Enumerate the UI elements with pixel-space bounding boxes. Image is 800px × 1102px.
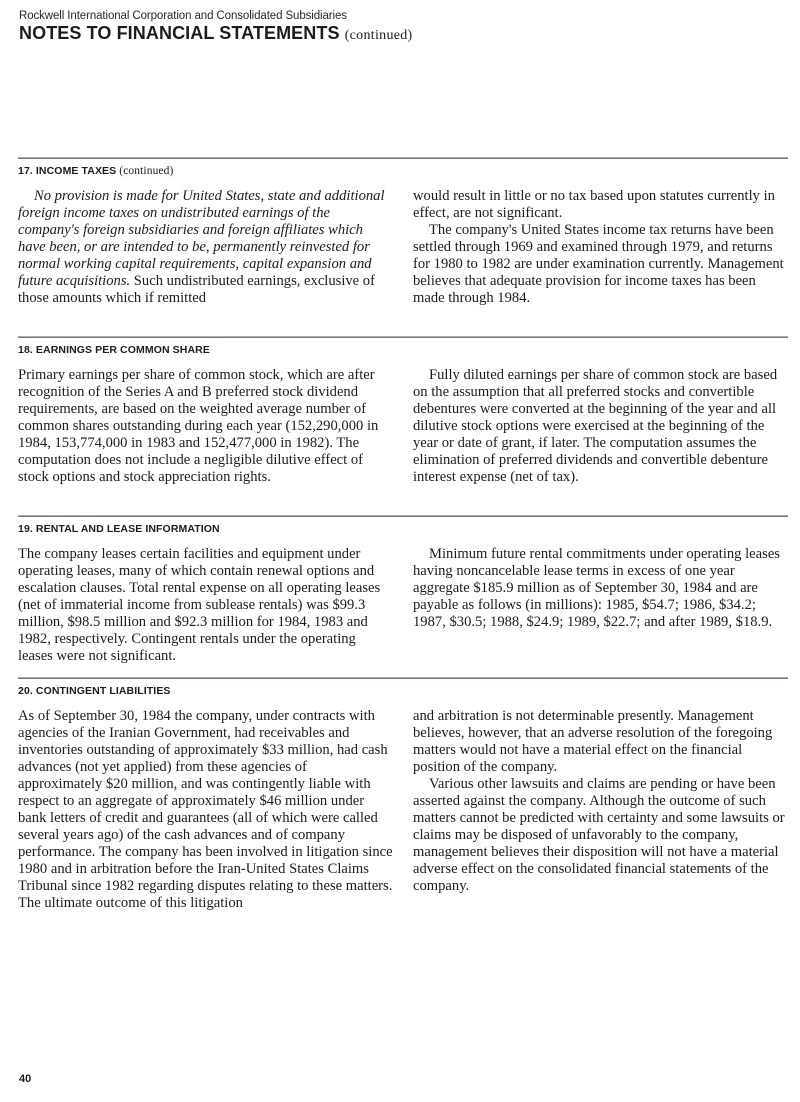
section-heading-suffix: (continued) — [119, 165, 174, 177]
section-divider — [18, 157, 788, 159]
paragraph: As of September 30, 1984 the company, under contracts with agencies of the Iranian Government, had receivables and inventories outstanding of approximately $33 million, had cash advances (not yet applied) from these agencies of approximately $20 million, and was contingently liable with respect to an aggregate of approximately $46 million under bank letters of credit and guarantees (all of which were called several years ago) of the cash advances and of company performance. The company has been involved in litigation since 1980 and in arbitration before the Iran-United States Claims Tribunal since 1982 regarding disputes relating to these matters. The ultimate outcome of this litigation — [18, 708, 393, 911]
section-heading: 18. EARNINGS PER COMMON SHARE — [18, 344, 210, 356]
section-contingent-liabilities — [18, 677, 788, 912]
company-name: Rockwell International Corporation and Consolidated Subsidiaries — [19, 10, 347, 22]
page-title-suffix: (continued) — [344, 28, 413, 43]
left-column — [18, 188, 393, 307]
left-column — [18, 367, 393, 486]
section-columns — [18, 188, 788, 307]
section-income-taxes — [18, 157, 788, 307]
paragraph: The company's United States income tax returns have been settled through 1969 and examined through 1979, and returns for 1980 to 1982 are under examination currently. Management believes that adequate provision for income taxes has been made through 1984. — [413, 222, 784, 306]
section-heading: 20. CONTINGENT LIABILITIES — [18, 685, 171, 697]
body-text: Such undistributed earnings, exclusive of those amounts which if remitted — [18, 273, 375, 306]
right-column — [413, 188, 788, 307]
paragraph: Various other lawsuits and claims are pending or have been asserted against the company. Although the outcome of such matters cannot be predicted with certainty and some lawsuits or claims may be disposed of unfavorably to the company, management believes their disposition will not have a material adverse effect on the consolidated financial statements of the company. — [413, 776, 785, 894]
paragraph: Primary earnings per share of common stock, which are after recognition of the Series A and B preferred stock dividend requirements, are based on the weighted average number of common shares outstanding during each year (152,290,000 in 1984, 153,774,000 in 1983 and 152,477,000 in 1982). The computation does not include a negligible dilutive effect of stock options and stock appreciation rights. — [18, 367, 379, 485]
italic-text: No provision is made for United States, state and additional foreign income taxes on undistributed earnings of the company's foreign subsidiaries and foreign affiliates which have been, or are intended to be, permanently reinvested for normal working capital requirements, capital expansion and future acquisitions. — [18, 188, 385, 289]
paragraph: would result in little or no tax based upon statutes currently in effect, are not significant. — [413, 188, 775, 221]
page-number: 40 — [19, 1073, 32, 1085]
section-columns — [18, 367, 788, 486]
page-title-text: NOTES TO FINANCIAL STATEMENTS — [19, 23, 340, 43]
paragraph: The company leases certain facilities and equipment under operating leases, many of which contain renewal options and escalation clauses. Total rental expense on all operating leases (net of immaterial income from sublease rentals) was $99.3 million, $98.5 million and $92.3 million for 1984, 1983 and 1982, respectively. Contingent rentals under the operating leases were not significant. — [18, 546, 381, 664]
section-divider — [18, 677, 788, 679]
page-title — [19, 23, 413, 46]
left-column — [18, 546, 393, 665]
section-columns — [18, 546, 788, 665]
left-column — [18, 708, 393, 912]
paragraph — [18, 188, 393, 307]
section-divider — [18, 336, 788, 338]
page-header — [19, 9, 413, 46]
right-column — [413, 546, 788, 665]
right-column — [413, 708, 788, 912]
section-heading — [18, 165, 788, 178]
section-divider — [18, 515, 788, 517]
right-column — [413, 367, 788, 486]
section-columns — [18, 708, 788, 912]
paragraph: and arbitration is not determinable presently. Management believes, however, that an adverse resolution of the foregoing matters would not have a material effect on the financial position of the company. — [413, 708, 773, 775]
paragraph: Minimum future rental commitments under operating leases having noncancelable lease terms in excess of one year aggregate $185.9 million as of September 30, 1984 and are payable as follows (in millions): 1985, $54.7; 1986, $34.2; 1987, $30.5; 1988, $24.9; 1989, $22.7; and after 1989, $18.9. — [413, 546, 780, 630]
section-rental-lease — [18, 515, 788, 665]
section-heading: 19. RENTAL AND LEASE INFORMATION — [18, 523, 220, 535]
section-earnings-per-share — [18, 336, 788, 486]
section-heading-text: 17. INCOME TAXES — [18, 165, 117, 177]
paragraph: Fully diluted earnings per share of common stock are based on the assumption that all preferred stocks and convertible debentures were converted at the beginning of the year and all dilutive stock options were exercised at the beginning of the year or date of grant, if later. The computation assumes the elimination of preferred dividends and convertible debenture interest expense (net of tax). — [413, 367, 778, 485]
